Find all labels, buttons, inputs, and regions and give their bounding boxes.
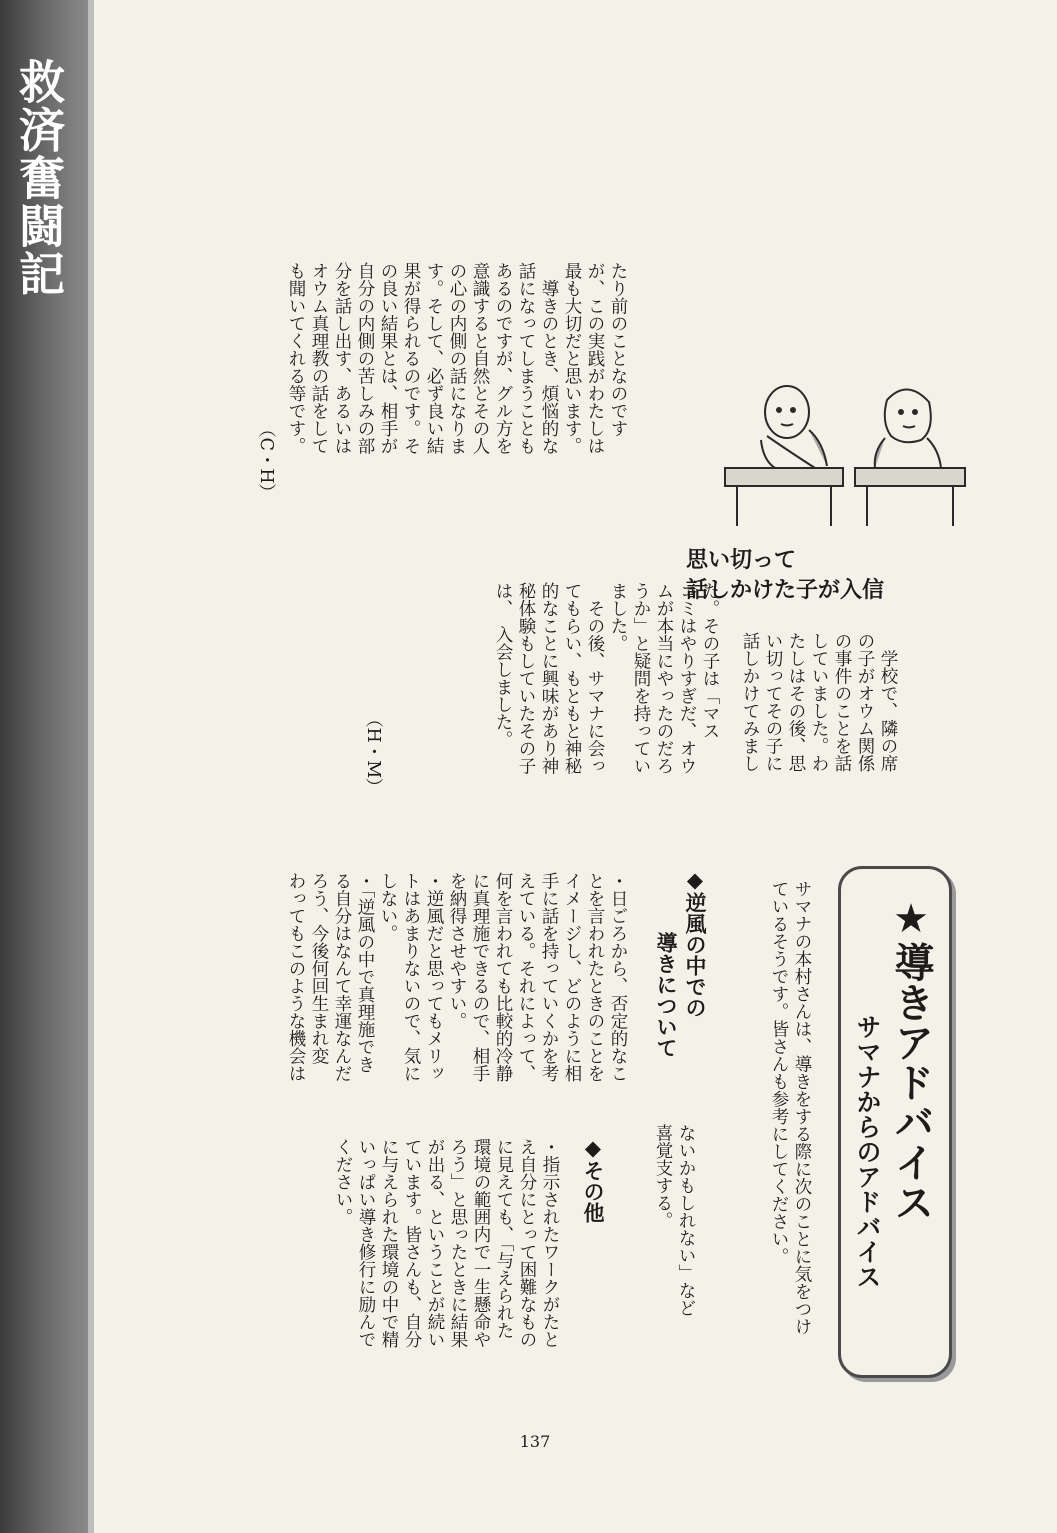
- page-number: 137: [519, 1432, 551, 1451]
- article-2-column: うか」と疑問を持ってい: [631, 582, 651, 775]
- students-illustration: [715, 380, 970, 530]
- article-1-column: 話になってしまうことも: [516, 262, 536, 455]
- advice-section-headwind-column: わってもこのような機会は: [286, 872, 306, 1082]
- advice-section-other-column: 環境の範囲内で一生懸命や: [471, 1138, 491, 1348]
- advice-section-other-column: え自分にとって困難なもの: [517, 1138, 537, 1348]
- article-2-column: 的なことに興味があり神: [539, 582, 559, 775]
- article-1-column: 分を話し出す、あるいは: [332, 262, 352, 455]
- article-2-headline-line2: 話しかけた子が入信: [686, 578, 885, 603]
- article-1-column: 果が得られるのです。そ: [401, 262, 421, 455]
- advice-section-headwind-column: 何を言われても比較的冷静: [493, 872, 513, 1082]
- advice-section-headwind-column: ・日ごろから、否定的なこ: [608, 872, 628, 1082]
- article-2-column: た。その子は「マス: [700, 582, 720, 740]
- article-1-column: も聞いてくれる等です。: [286, 262, 306, 455]
- advice-section-other-column: ろう」と思ったときに結果: [448, 1138, 468, 1348]
- advice-section-headwind-column: ろう、今後何回生まれ変: [309, 872, 329, 1065]
- advice-section-headwind-column: えている。それによって、: [516, 872, 536, 1082]
- advice-section-other-column: いっぱい導き修行に励んで: [356, 1138, 376, 1348]
- advice-section-headwind-column: ・逆風だと思ってもメリッ: [424, 872, 444, 1082]
- advice-continued-line: 喜覚支する。: [653, 1124, 673, 1229]
- advice-intro-line: サマナの本村さんは、導きをする際に次のことに気をつけ: [792, 880, 812, 1335]
- advice-section-headwind-column: に真理施できるので、相手: [470, 872, 490, 1082]
- article-1-column: オウム真理教の話をして: [309, 262, 329, 455]
- advice-title: ★導きアドバイス: [888, 896, 934, 1222]
- article-2-column: てもらい、もともと神秘: [562, 582, 582, 775]
- article-1-column: 最も大切だと思います。: [562, 262, 582, 455]
- article-2-column: の事件のことを話: [832, 632, 852, 772]
- article-1-column: が、この実践がわたしは: [585, 262, 605, 455]
- article-2-column: い切ってその子に: [763, 632, 783, 772]
- advice-section-other-column: ています。皆さんも、自分: [402, 1138, 422, 1348]
- article-2-column: ました。: [608, 582, 628, 652]
- article-1-column: の良い結果とは、相手が: [378, 262, 398, 455]
- advice-continued-line: ないかもしれない」など: [676, 1124, 696, 1317]
- advice-intro-line: ているそうです。皆さんも参考にしてください。: [769, 880, 789, 1265]
- advice-section-other-column: が出る、ということが続い: [425, 1138, 445, 1348]
- series-title: 救済奮闘記: [12, 58, 66, 298]
- article-2-column: 学校で、隣の席: [878, 632, 898, 772]
- advice-section-heading-headwind-line2: 導きについて: [654, 932, 678, 1058]
- article-1-column: す。そして、必ず良い結: [424, 262, 444, 455]
- article-1-column: 導きのとき、煩悩的な: [539, 262, 559, 455]
- article-2-column: たしはその後、思: [786, 632, 806, 772]
- side-band-edge: [88, 0, 94, 1533]
- article-2-column: の子がオウム関係: [855, 632, 875, 772]
- advice-section-heading-headwind: ◆逆風の中での: [683, 868, 707, 1018]
- advice-subtitle: サマナからのアドバイス: [853, 1014, 882, 1289]
- article-1-column: あるのですが、グル方を: [493, 262, 513, 455]
- advice-section-other-column: に与えられた環境の中で精: [379, 1138, 399, 1348]
- advice-section-other-column: ・指示されたワークがたと: [540, 1138, 560, 1348]
- article-2-column: その後、サマナに会っ: [585, 582, 605, 775]
- article-2-column: コミはやりすぎだ、オウ: [677, 582, 697, 775]
- article-2-column: していました。わ: [809, 632, 829, 772]
- article-1-column: の心の内側の話になりま: [447, 262, 467, 455]
- advice-section-headwind-column: イメージし、どのように相: [562, 872, 582, 1082]
- article-1-column: 自分の内側の苦しみの部: [355, 262, 375, 455]
- students-at-desks-icon: [715, 380, 970, 530]
- article-2-column: 話しかけてみまし: [740, 632, 760, 772]
- article-1-signature: （C・H）: [256, 420, 276, 502]
- advice-section-headwind-column: トはあまりないので、気に: [401, 872, 421, 1082]
- article-1-column: たり前のことなのです: [608, 262, 628, 437]
- advice-section-headwind-column: とを言われたときのことを: [585, 872, 605, 1082]
- advice-section-other-column: ください。: [333, 1138, 353, 1226]
- advice-section-heading-other: ◆その他: [581, 1136, 605, 1223]
- article-1-column: 意識すると自然とその人: [470, 262, 490, 455]
- advice-section-headwind-column: しない。: [378, 872, 398, 942]
- advice-section-headwind-column: る自分はなんて幸運なんだ: [332, 872, 352, 1082]
- article-2-headline-line1: 思い切って: [686, 548, 797, 573]
- advice-section-headwind-column: を納得させやすい。: [447, 872, 467, 1030]
- article-2-column: は、 入会しました。: [493, 582, 513, 749]
- advice-section-other-column: に見えても、「与えられた: [494, 1138, 514, 1340]
- advice-section-headwind-column: ・「逆風の中で真理施でき: [355, 872, 375, 1074]
- article-2-column: 秘体験もしていたその子: [516, 582, 536, 775]
- advice-section-headwind-column: 手に話を持っていくかを考: [539, 872, 559, 1082]
- article-2-signature: （H・M）: [363, 710, 383, 796]
- article-2-column: ムが本当にやったのだろ: [654, 582, 674, 775]
